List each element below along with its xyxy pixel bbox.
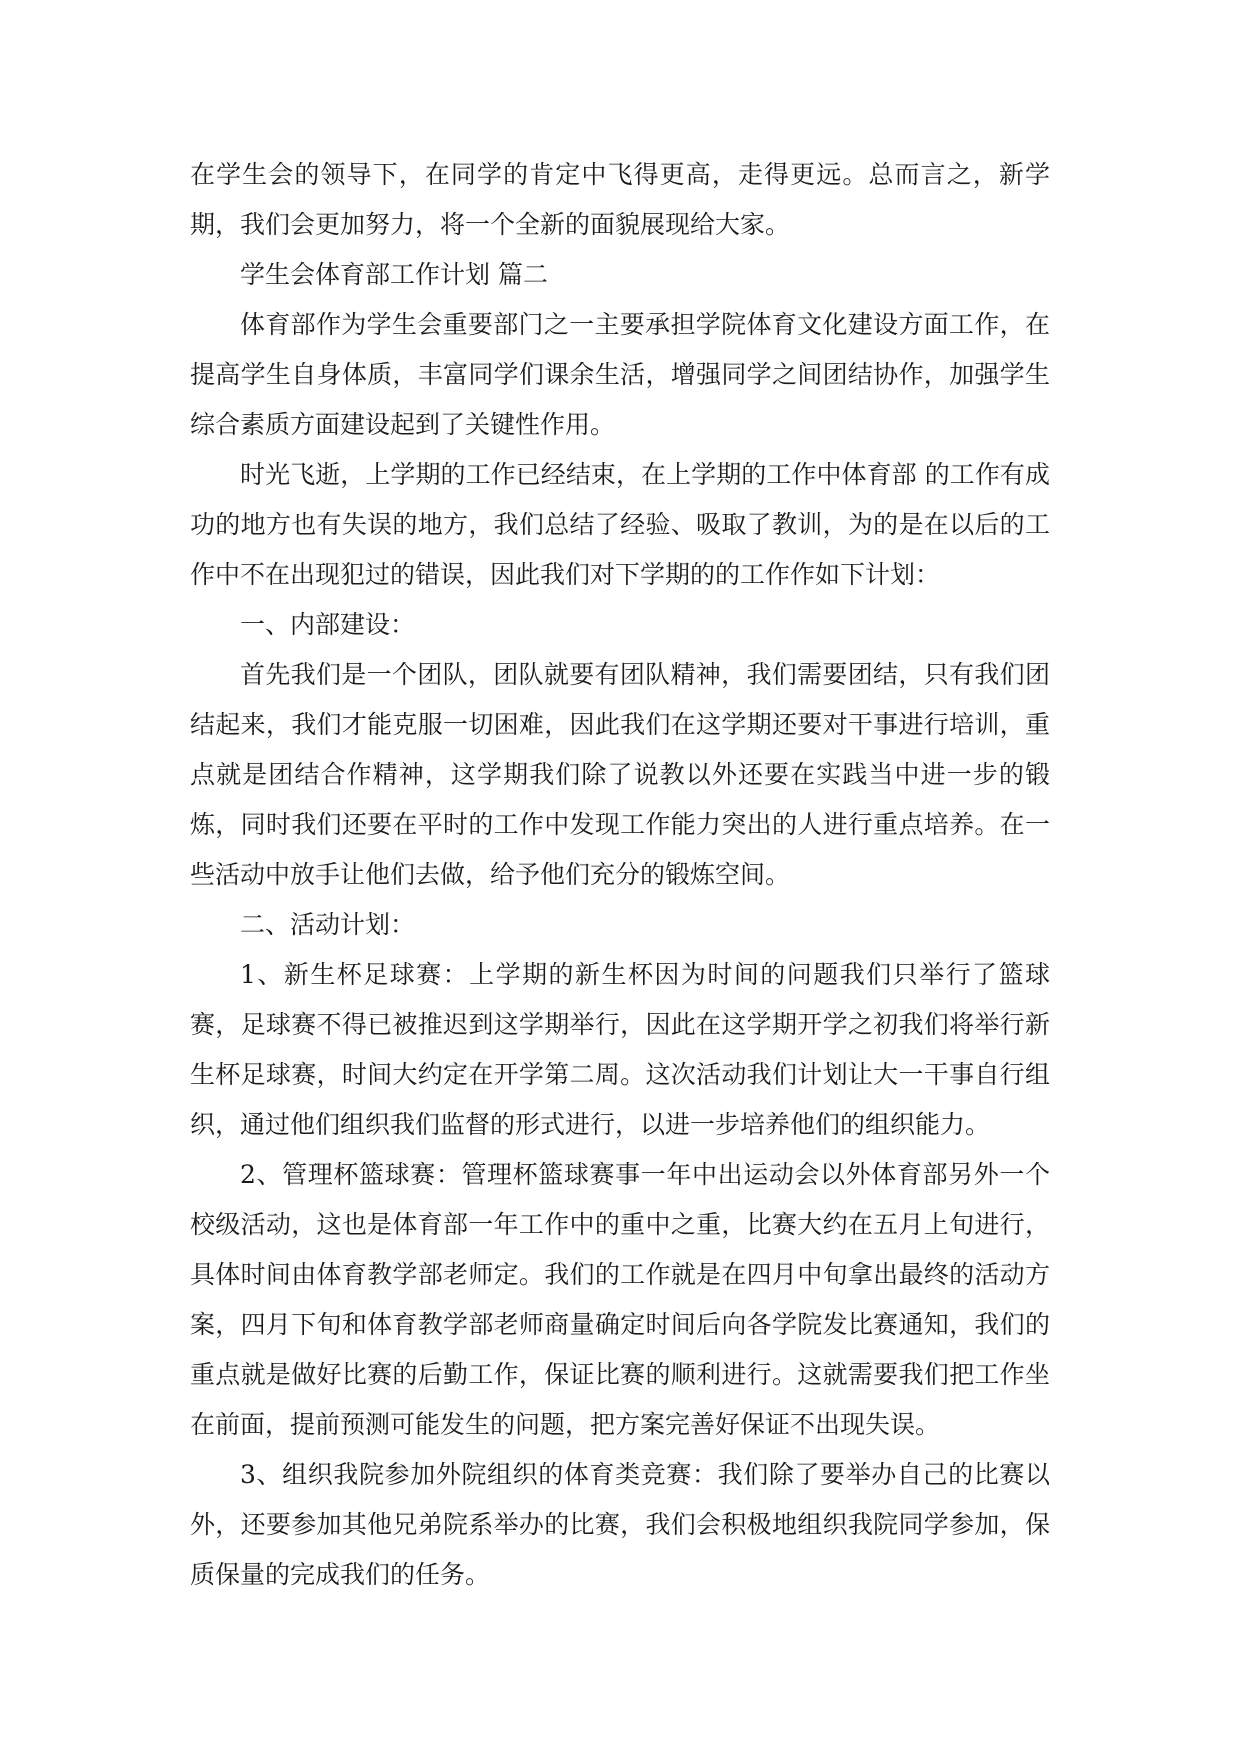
- paragraph-role: 体育部作为学生会重要部门之一主要承担学院体育文化建设方面工作，在提高学生自身体质，丰富同学们课余生活，增强同学之间团结协作，加强学生综合素质方面建设起到了关键性作用。: [190, 310, 1050, 439]
- document-body: [190, 150, 1050, 1600]
- paragraph-management-cup: 2、管理杯篮球赛：管理杯篮球赛事一年中出运动会以外体育部另外一个校级活动，这也是体育部一年工作中的重中之重，比赛大约在五月上旬进行，具体时间由体育教学部老师定。我们的工作就是在四月中旬拿出最终的活动方案，四月下旬和体育教学部老师商量确定时间后向各学院发比赛通知，我们的重点就是做好比赛的后勤工作，保证比赛的顺利进行。这就需要我们把工作坐在前面，提前预测可能发生的问题，把方案完善好保证不出现失误。: [190, 1160, 1050, 1439]
- paragraph-intro: 在学生会的领导下，在同学的肯定中飞得更高，走得更远。总而言之，新学期，我们会更加努力，将一个全新的面貌展现给大家。: [190, 160, 1050, 239]
- paragraph-external-competitions: 3、组织我院参加外院组织的体育类竞赛：我们除了要举办自己的比赛以外，还要参加其他兄弟院系举办的比赛，我们会积极地组织我院同学参加，保质保量的完成我们的任务。: [190, 1460, 1050, 1589]
- paragraph-freshman-cup: 1、新生杯足球赛：上学期的新生杯因为时间的问题我们只举行了篮球赛，足球赛不得已被推迟到这学期举行，因此在这学期开学之初我们将举行新生杯足球赛，时间大约定在开学第二周。这次活动我们计划让大一干事自行组织，通过他们组织我们监督的形式进行，以进一步培养他们的组织能力。: [190, 960, 1050, 1139]
- section-title: 学生会体育部工作计划 篇二: [240, 260, 548, 289]
- heading-internal-construction: 一、内部建设：: [240, 610, 416, 639]
- paragraph-team: 首先我们是一个团队，团队就要有团队精神，我们需要团结，只有我们团结起来，我们才能克服一切困难，因此我们在这学期还要对干事进行培训，重点就是团结合作精神，这学期我们除了说教以外还要在实践当中进一步的锻炼，同时我们还要在平时的工作中发现工作能力突出的人进行重点培养。在一些活动中放手让他们去做，给予他们充分的锻炼空间。: [190, 660, 1050, 889]
- paragraph-summary: 时光飞逝，上学期的工作已经结束，在上学期的工作中体育部 的工作有成功的地方也有失误的地方，我们总结了经验、吸取了教训，为的是在以后的工作中不在出现犯过的错误，因此我们对下学期的的工作作如下计划：: [190, 460, 1050, 589]
- heading-activity-plan: 二、活动计划：: [240, 910, 416, 939]
